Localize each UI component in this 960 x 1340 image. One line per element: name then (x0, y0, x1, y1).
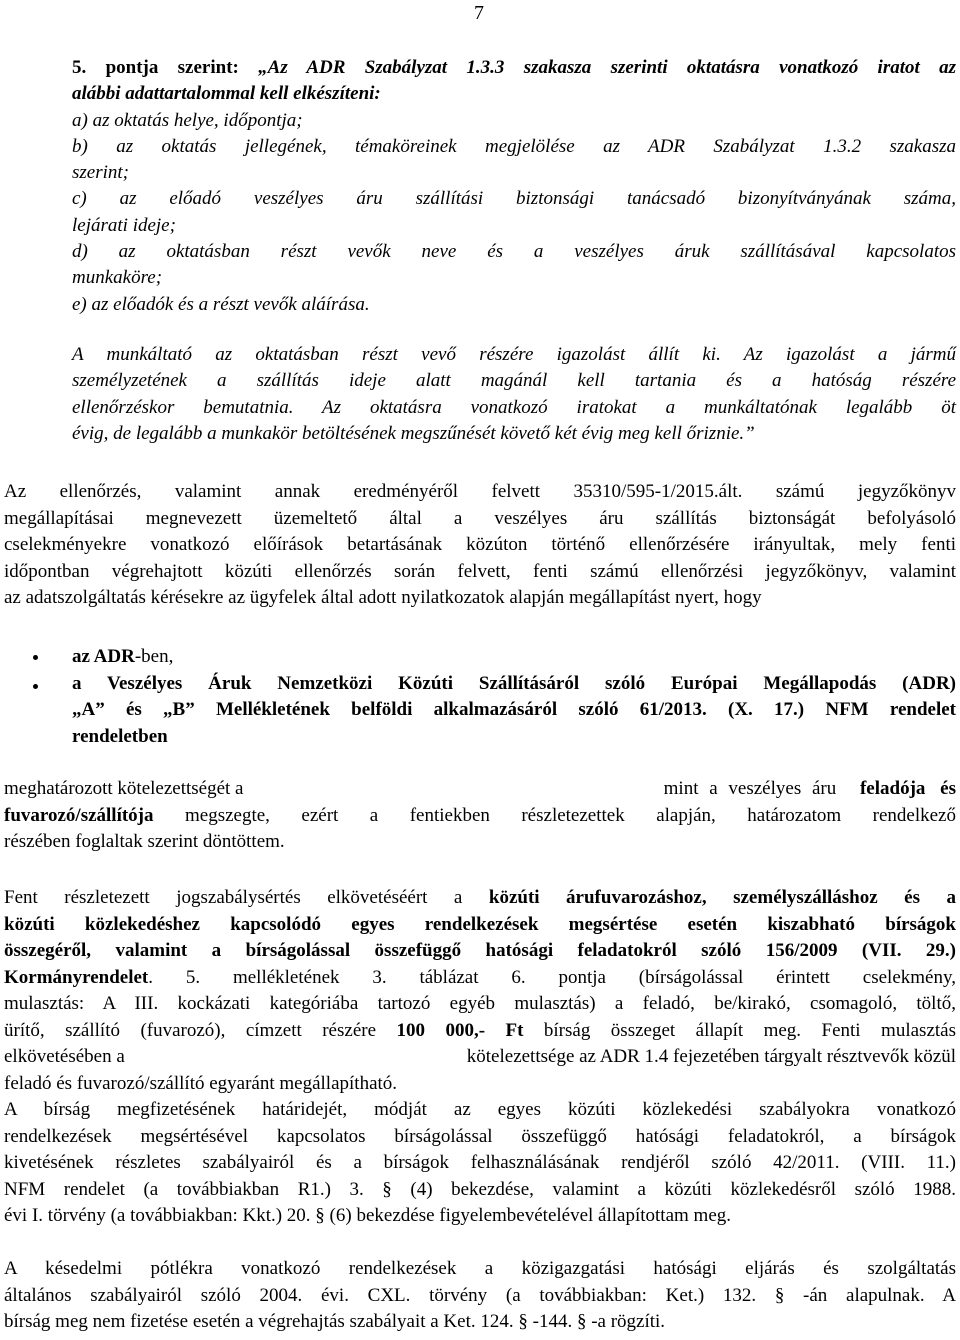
quote-line: A munkáltató az oktatásban részt vevő részére igazolást állít ki. Az igazolást a jármű (72, 344, 956, 365)
bullet-item: az ADR-ben, (72, 646, 174, 667)
bullet-item-line: a Veszélyes Áruk Nemzetközi Közúti Szállításáról szóló Európai Megállapodás (ADR) (72, 672, 956, 694)
bullet-list (72, 644, 956, 750)
text-line: az adatszolgáltatás kérésekre az ügyfelek által adott nyilatkozatok alapján megállapítást nyert, hogy (4, 587, 762, 608)
quote-line: 5. pontja szerint: „Az ADR Szabályzat 1.3.3 szakasza szerinti oktatásra vonatkozó iratot az (72, 57, 956, 78)
text-line: meghatározott kötelezettségét a mint a veszélyes áru feladója és (4, 778, 956, 799)
quote-line: b) az oktatás jellegének, témaköreinek megjelölése az ADR Szabályzat 1.3.2 szakasza (72, 135, 956, 157)
bullet-dot (33, 655, 38, 660)
text-line: mulasztás: A III. kockázati kategóriába tartozó egyéb mulasztás) a feladó, be/kirakó, csomagoló, töltő, (4, 993, 956, 1014)
quote-line: személyzetének a szállítás ideje alatt magánál kell tartania és a hatóság részére (72, 370, 956, 392)
text-line: összegéről, valamint a bírságolással összefüggő hatósági feladatokról szóló 156/2009 (VII. 29.) (4, 940, 956, 961)
quote-line: évig, de legalább a munkakör betöltésének megszűnését követő két évig meg kell őriznie.” (72, 422, 755, 444)
text-line: Az ellenőrzés, valamint annak eredményéről felvett 35310/595-1/2015.ált. számú jegyzőkönyv (4, 481, 956, 502)
text-line: feladó és fuvarozó/szállító egyaránt megállapítható. (4, 1072, 398, 1094)
paragraph-inspection (4, 479, 956, 612)
text-line: évi I. törvény (a továbbiakban: Kkt.) 20. § (6) bekezdése figyelembevételével állapítottam meg. (4, 1205, 732, 1226)
paragraph-violation (4, 776, 956, 856)
paragraph-payment (4, 1097, 956, 1230)
quote-line: a) az oktatás helye, időpontja; (72, 109, 303, 131)
paragraph-fine (4, 885, 956, 1097)
bullet-item-line: rendeletben (72, 725, 168, 747)
quote-line: c) az előadó veszélyes áru szállítási biztonsági tanácsadó bizonyítványának száma, (72, 188, 956, 210)
text-line: A késedelmi pótlékra vonatkozó rendelkezések a közigazgatási hatósági eljárás és szolgáltatás (4, 1258, 956, 1279)
text-line: részében foglaltak szerint döntöttem. (4, 831, 285, 852)
bullet-item-line: „A” és „B” Mellékletének belföldi alkalmazásáról szóló 61/2013. (X. 17.) NFM rendelet (72, 699, 956, 720)
text-line: megállapításai megnevezett üzemeltető által a veszélyes áru szállítás biztonságát befolyásoló (4, 507, 956, 529)
paragraph-late-fee (4, 1256, 956, 1336)
text-line: rendelkezések megsértésével kapcsolatos bírságolással összefüggő hatósági feladatokról, a bírságok (4, 1125, 956, 1147)
page-number: 7 (474, 2, 484, 24)
quote-line: ellenőrzéskor bemutatnia. Az oktatásra vonatkozó iratokat a munkáltatónak legalább öt (72, 396, 956, 418)
text-line: A bírság megfizetésének határidejét, módját az egyes közúti közlekedési szabályokra vonatkozó (4, 1099, 956, 1120)
text-line: NFM rendelet (a továbbiakban R1.) 3. § (4) bekezdése, valamint a közúti közlekedésről szóló 1988. (4, 1178, 956, 1200)
text-line: kivetésének részletes szabályairól és a bírságok felhasználásának rendjéről szóló 42/2011. (VIII. 11.) (4, 1152, 956, 1173)
text-line: Fent részletezett jogszabálysértés elkövetéséért a közúti árufuvarozáshoz, személyszálláshoz és a (4, 887, 957, 908)
text-line: Kormányrendelet. 5. mellékletének 3. táblázat 6. pontja (bírságolással érintett cselekmény, (4, 966, 956, 988)
quote-line: lejárati ideje; (72, 214, 176, 236)
quote-line: e) az előadók és a részt vevők aláírása. (72, 293, 370, 315)
text-line: elkövetésében a kötelezettsége az ADR 1.4 fejezetében tárgyalt résztvevők közül (4, 1046, 956, 1067)
quoted-regulation-paragraph (72, 342, 956, 447)
quote-line: alábbi adattartalommal kell elkészíteni: (72, 83, 381, 105)
text-line: időpontban végrehajtott közúti ellenőrzés során felvett, fenti számú ellenőrzési jegyzőkönyv, valamint (4, 560, 956, 582)
text-line: ürítő, szállító (fuvarozó), címzett részére 100 000,- Ft bírság összeget állapít meg. Fenti mulasztás (4, 1019, 956, 1041)
quote-line: d) az oktatásban részt vevők neve és a veszélyes áruk szállításával kapcsolatos (72, 241, 956, 263)
text-line: cselekményekre vonatkozó előírások betartásának közúton történő ellenőrzésére irányultak, mely fenti (4, 534, 956, 555)
bullet-dot (33, 684, 38, 689)
text-line: fuvarozó/szállítója megszegte, ezért a fentiekben részletezettek alapján, határozatom rendelkező (4, 804, 956, 826)
text-line: általános szabályairól szóló 2004. évi. CXL. törvény (a továbbiakban: Ket.) 132. § -án alapulnak. A (4, 1284, 956, 1306)
quote-line: munkaköre; (72, 267, 163, 289)
quote-line: szerint; (72, 162, 129, 184)
quoted-regulation (72, 55, 956, 318)
text-line: közúti közlekedéshez kapcsolódó egyes rendelkezések megsértése esetén kiszabható bírságok (4, 913, 956, 935)
text-line: bírság meg nem fizetése esetén a végrehajtás szabályait a Ket. 124. § -144. § -a rögzíti. (4, 1311, 666, 1332)
